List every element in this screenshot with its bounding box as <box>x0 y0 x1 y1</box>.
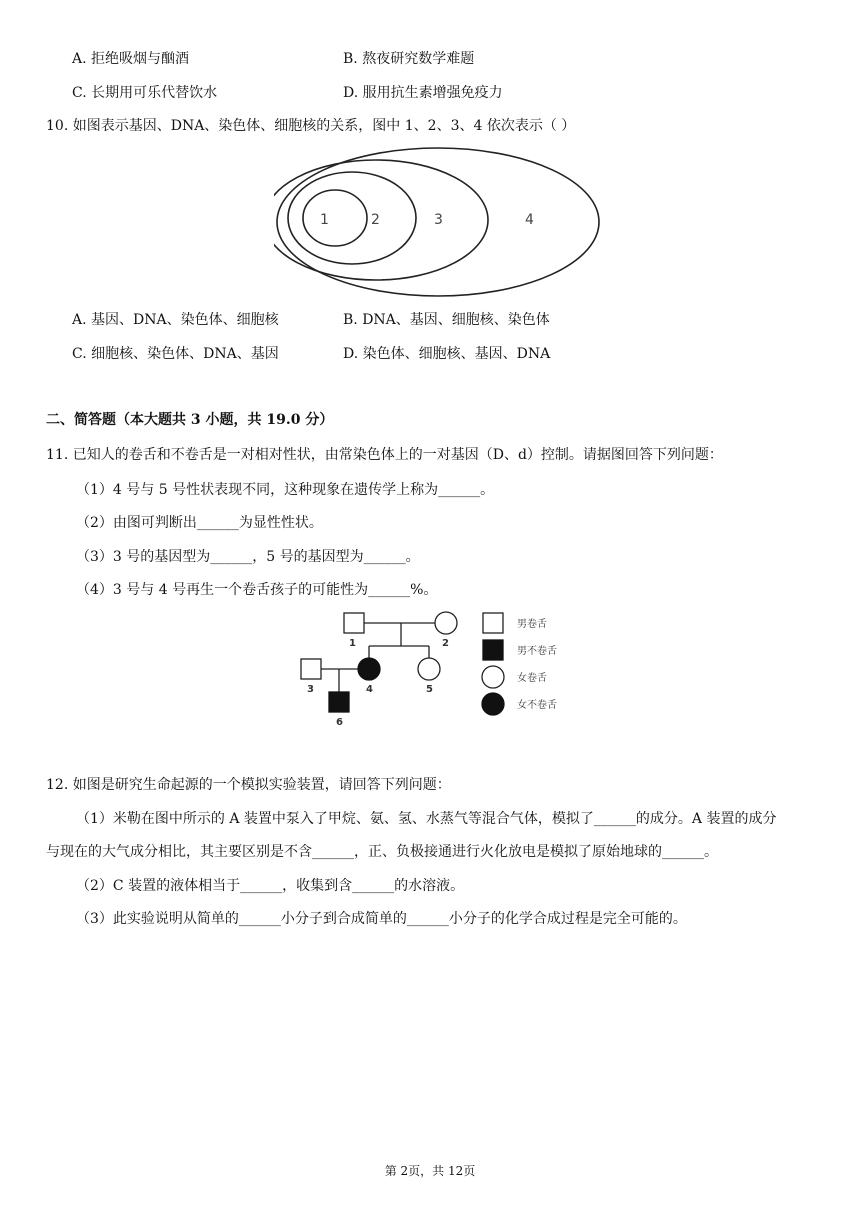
legend-label-male-nonroll: 男不卷舌 <box>517 646 557 657</box>
q11-sub3: （3）3 号的基因型为______，5 号的基因型为______。 <box>76 549 420 565</box>
q10-stem: 10. 如图表示基因、DNA、染色体、细胞核的关系，图中 1、2、3、4 依次表示（ ） <box>46 118 576 134</box>
legend-symbol-male-roll <box>483 613 503 633</box>
ellipse-label-1: 1 <box>320 212 329 228</box>
q11-stem: 11. 已知人的卷舌和不卷舌是一对相对性状，由常染色体上的一对基因（D、d）控制。请据图回答下列问题： <box>46 447 723 463</box>
pedigree-number-1: 1 <box>349 638 356 649</box>
ellipse-label-2: 2 <box>371 212 380 228</box>
pedigree-individual-4 <box>358 658 380 680</box>
section-title: 二、简答题（本大题共 3 小题，共 19.0 分） <box>46 412 334 428</box>
q12-sub1-line2: 与现在的大气成分相比，其主要区别是不含______，正、负极接通进行火化放电是模拟了原始地球的______。 <box>46 844 718 860</box>
q9-option-b: B. 熬夜研究数学难题 <box>343 51 475 67</box>
ellipse-1 <box>303 190 367 246</box>
q11-sub1: （1）4 号与 5 号性状表现不同，这种现象在遗传学上称为______。 <box>76 482 495 498</box>
ellipse-3 <box>274 160 488 280</box>
page-footer: 第 2页，共 12页 <box>384 1164 476 1178</box>
q10-option-b: B. DNA、基因、细胞核、染色体 <box>343 312 550 328</box>
pedigree-individual-3 <box>301 659 321 679</box>
pedigree-individual-2 <box>435 612 457 634</box>
pedigree-individual-5 <box>418 658 440 680</box>
legend-label-female-nonroll: 女不卷舌 <box>517 700 557 711</box>
legend-symbol-female-roll <box>482 666 504 688</box>
q12-sub2: （2）C 装置的液体相当于______，收集到含______的水溶液。 <box>76 878 465 894</box>
q9-option-d: D. 服用抗生素增强免疫力 <box>343 85 503 101</box>
q11-sub2: （2）由图可判断出______为显性性状。 <box>76 515 323 531</box>
q10-option-c: C. 细胞核、染色体、DNA、基因 <box>72 346 279 362</box>
pedigree-number-2: 2 <box>442 638 449 649</box>
ellipse-label-4: 4 <box>525 212 534 228</box>
pedigree-number-3: 3 <box>307 684 314 695</box>
pedigree-number-4: 4 <box>366 684 373 695</box>
q12-sub3: （3）此实验说明从简单的______小分子到合成简单的______小分子的化学合成过程是完全可能的。 <box>76 911 687 927</box>
legend-symbol-female-nonroll <box>482 693 504 715</box>
q10-nested-ellipses-diagram <box>274 146 604 302</box>
legend-label-male-roll: 男卷舌 <box>517 619 547 630</box>
q12-stem: 12. 如图是研究生命起源的一个模拟实验装置，请回答下列问题： <box>46 777 451 793</box>
q11-sub4: （4）3 号与 4 号再生一个卷舌孩子的可能性为______%。 <box>76 582 438 598</box>
legend-label-female-roll: 女卷舌 <box>517 673 547 684</box>
pedigree-individual-6 <box>329 692 349 712</box>
q12-sub1-line1: （1）米勒在图中所示的 A 装置中泵入了甲烷、氨、氢、水蒸气等混合气体，模拟了______的成分。A 装置的成分 <box>76 811 777 827</box>
q9-option-a: A. 拒绝吸烟与酗酒 <box>72 51 190 67</box>
ellipse-2 <box>288 172 416 264</box>
pedigree-number-5: 5 <box>426 684 433 695</box>
ellipse-label-3: 3 <box>434 212 443 228</box>
legend-symbol-male-nonroll <box>483 640 503 660</box>
pedigree-individual-1 <box>344 613 364 633</box>
pedigree-chart <box>296 606 576 730</box>
q10-option-a: A. 基因、DNA、染色体、细胞核 <box>72 312 279 328</box>
q9-option-c: C. 长期用可乐代替饮水 <box>72 85 218 101</box>
pedigree-number-6: 6 <box>336 717 343 728</box>
q10-option-d: D. 染色体、细胞核、基因、DNA <box>343 346 551 362</box>
